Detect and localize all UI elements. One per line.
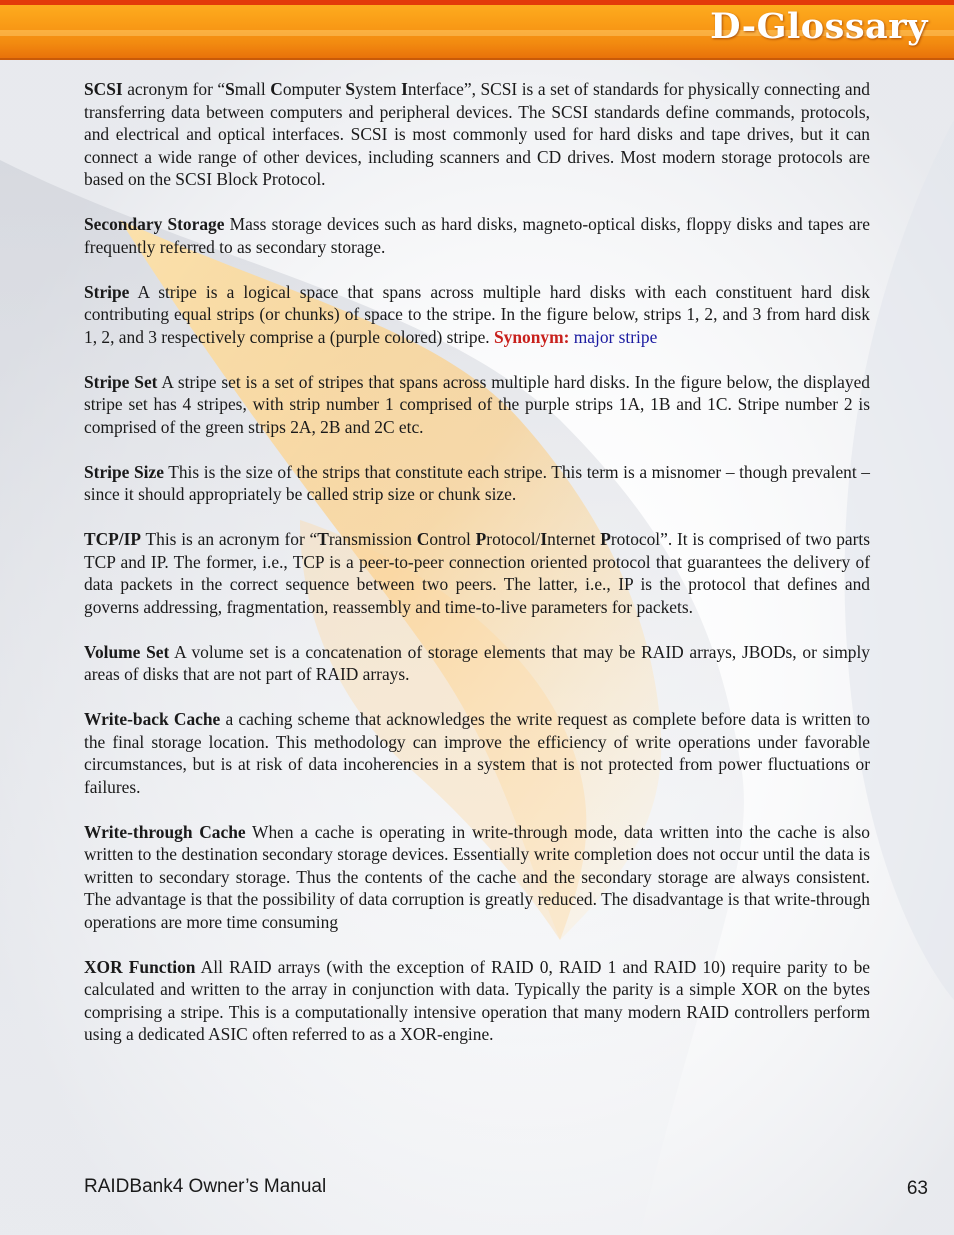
term-volume-set: Volume Set: [84, 641, 170, 662]
definition-text: ontrol: [429, 529, 476, 549]
synonym-label: Synonym:: [494, 326, 570, 347]
definition-text: When a cache is operating in write-through mode, data written into the cache is also written to the destination secondary storage devices. Essentially write completion does not occur until the data is written to secondary storage. Thus the contents of the cache and the secondary storage are always consistent. The advantage is that the possibility of data corruption is greatly reduced. The disadvantage is that write-through operations are more time consuming: [84, 821, 871, 932]
term-xor-function: XOR Function: [84, 956, 196, 977]
definition-text: All RAID arrays (with the exception of RAID 0, RAID 1 and RAID 10) require parity to be calculated and written to the array in conjunction with data. Typically the parity is a simple XOR on the bytes comprising a stripe. This is a computationally intensive operation that many modern RAID controllers perform using a dedicated ASIC often referred to as a XOR-engine.: [84, 956, 870, 1044]
page-title: D-Glossary: [710, 6, 928, 47]
glossary-content: [84, 78, 870, 1068]
definition-text: A stripe set is a set of stripes that spans across multiple hard disks. In the figure below, the displayed stripe set has 4 stripes, with strip number 1 comprised of the purple strips 1A, 1B and 1C. Stripe number 2 is comprised of the green strips 2A, 2B and 2C etc.: [84, 371, 870, 437]
definition-text: omputer: [282, 79, 346, 99]
glossary-entry-volume-set: [84, 641, 870, 686]
definition-text: acronym for “: [122, 79, 226, 99]
acronym-letter: P: [600, 529, 611, 549]
definition-text: A stripe is a logical space that spans across multiple hard disks with each constituent hard disk contributing equal strips (or chunks) of space to the stripe. In the figure below, strips 1, 2, and 3 from hard disk 1, 2, and 3 respectively comprise a (purple colored) stripe.: [84, 281, 870, 347]
term-tcp-ip: TCP/IP: [84, 529, 142, 549]
definition-text: a caching scheme that acknowledges the write request as complete before data is written to the final storage location. This methodology can improve the efficiency of write operations under favorable circumstances, but is at risk of data incoherencies in a system that is not protected from power fluctuations or failures.: [84, 709, 870, 797]
acronym-letter: I: [401, 79, 408, 99]
definition-text: nterface”, SCSI is a set of standards for physically connecting and transferring data between computers and peripheral devices. The SCSI standards define commands, protocols, and electrical and optical interfaces. SCSI is most commonly used for hard disks and tape drives, but it can connect a wide range of other devices, including scanners and CD drives. Most modern storage protocols are based on the SCSI Block Protocol.: [84, 79, 870, 189]
term-stripe-set: Stripe Set: [84, 371, 158, 392]
definition-text: Mass storage devices such as hard disks, magneto-optical disks, floppy disks and tapes are frequently referred to as secondary storage.: [84, 214, 871, 257]
glossary-entry-tcp-ip: [84, 528, 870, 618]
term-write-back-cache: Write-back Cache: [84, 709, 221, 729]
definition-text: This is the size of the strips that constitute each stripe. This term is a misnomer – though prevalent – since it should appropriately be called strip size or chunk size.: [84, 461, 870, 504]
glossary-entry-stripe: [84, 281, 870, 349]
term-stripe-size: Stripe Size: [84, 461, 164, 482]
term-write-through-cache: Write-through Cache: [84, 821, 246, 842]
term-secondary-storage: Secondary Storage: [84, 214, 225, 234]
definition-text: mall: [234, 79, 271, 99]
definition-text: nternet: [547, 529, 601, 549]
glossary-entry-xor-function: [84, 956, 870, 1046]
definition-text: rotocol/: [486, 529, 541, 549]
page-number: 63: [906, 1178, 928, 1199]
definition-text: rotocol”. It is comprised of two parts TCP and IP. The former, i.e., TCP is a peer-to-peer connection oriented protocol that guarantees the delivery of data packets in the correct sequence between two peers. The latter, i.e., IP is the protocol that defines and governs addressing, fragmentation, reassembly and time-to-live parameters for packets.: [84, 529, 871, 617]
definition-text: ystem: [354, 79, 402, 99]
acronym-letter: C: [416, 529, 430, 549]
synonym-link[interactable]: major stripe: [569, 326, 658, 347]
page-header-bar: [0, 0, 954, 60]
glossary-entry-stripe-set: [84, 371, 870, 439]
term-stripe: Stripe: [84, 281, 130, 302]
glossary-entry-scsi: [84, 78, 870, 191]
acronym-letter: T: [317, 529, 329, 549]
definition-text: This is an acronym for “: [141, 529, 318, 549]
definition-text: A volume set is a concatenation of storage elements that may be RAID arrays, JBODs, or simply areas of disks that are not part of RAID arrays.: [84, 641, 870, 684]
acronym-letter: S: [225, 79, 235, 99]
acronym-letter: C: [270, 79, 283, 99]
acronym-letter: P: [475, 529, 487, 549]
definition-text: ransmission: [328, 529, 417, 549]
glossary-entry-secondary-storage: [84, 213, 870, 258]
glossary-entry-write-back-cache: [84, 708, 870, 798]
header-top-stripe: [0, 0, 954, 5]
term-scsi: SCSI: [84, 79, 123, 99]
glossary-entry-write-through-cache: [84, 821, 870, 934]
acronym-letter: S: [345, 79, 355, 99]
acronym-letter: I: [540, 529, 548, 549]
footer-manual-title: RAIDBank4 Owner’s Manual: [84, 1176, 327, 1197]
glossary-entry-stripe-size: [84, 461, 870, 506]
